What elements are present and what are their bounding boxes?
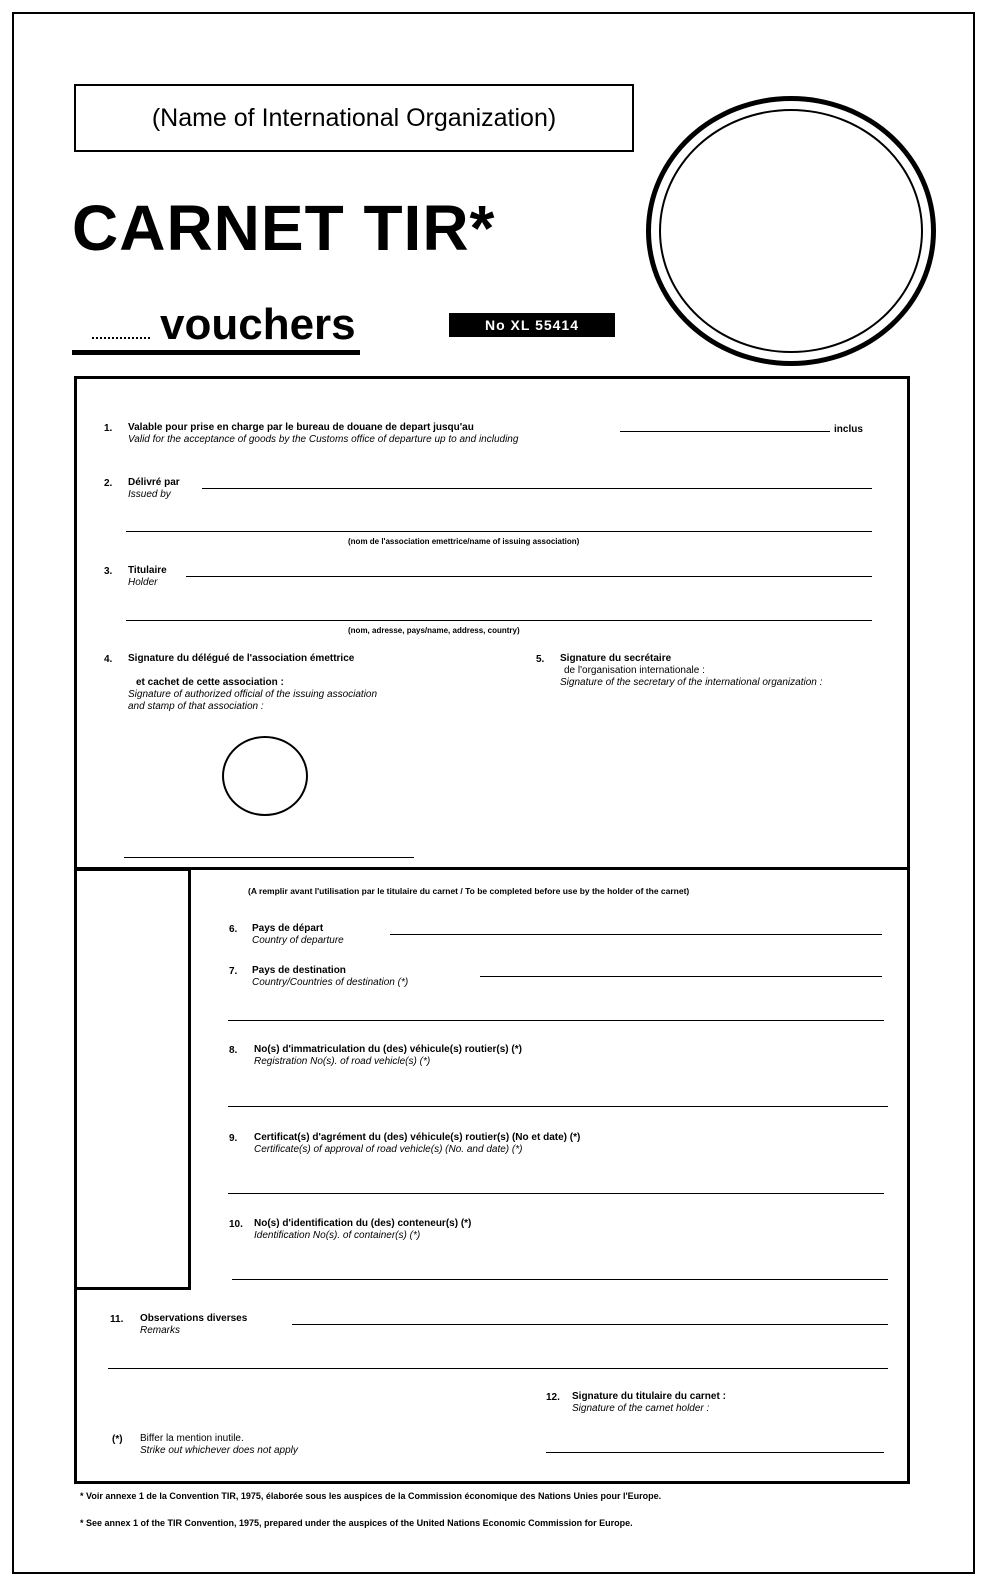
field-3-line[interactable]: [186, 576, 872, 577]
field-1-number: 1.: [104, 423, 113, 434]
field-10-number: 10.: [229, 1219, 243, 1230]
field-1-line[interactable]: [620, 431, 830, 432]
footnote-en: * See annex 1 of the TIR Convention, 1975, prepared under the auspices of the United Nations Economic Commission for Europe.: [80, 1518, 633, 1528]
field-4-label-en: Signature of authorized official of the issuing association and stamp of that association :: [128, 689, 378, 712]
field-7-line-2[interactable]: [228, 1020, 884, 1021]
field-5-label-en: Signature of the secretary of the international organization :: [560, 677, 823, 688]
field-2-number: 2.: [104, 478, 113, 489]
field-9-label-fr: Certificat(s) d'agrément du (des) véhicule(s) routier(s) (No et date) (*): [254, 1132, 581, 1143]
carnet-title: CARNET TIR*: [72, 192, 496, 264]
field-6-label-en: Country of departure: [252, 935, 344, 946]
field-2-label-fr: Délivré par: [128, 477, 180, 488]
field-7-line[interactable]: [480, 976, 882, 977]
vouchers-count-blank: [92, 337, 150, 339]
field-3-line-2[interactable]: [126, 620, 872, 621]
star-note-en: Strike out whichever does not apply: [140, 1445, 298, 1456]
field-9-line[interactable]: [228, 1193, 884, 1194]
field-4-signature-line[interactable]: [124, 857, 414, 858]
field-1-label-fr: Valable pour prise en charge par le bureau de douane de depart jusqu'au: [128, 422, 474, 433]
field-1-label-en: Valid for the acceptance of goods by the Customs office of departure up to and including: [128, 434, 519, 445]
field-8-label-fr: No(s) d'immatriculation du (des) véhicule(s) routier(s) (*): [254, 1044, 522, 1055]
field-9-label-en: Certificate(s) of approval of road vehicle(s) (No. and date) (*): [254, 1144, 523, 1155]
field-4-label-fr: Signature du délégué de l'association émettrice: [128, 653, 355, 664]
field-7-label-en: Country/Countries of destination (*): [252, 977, 409, 988]
field-8-number: 8.: [229, 1045, 238, 1056]
footnote-fr: * Voir annexe 1 de la Convention TIR, 1975, élaborée sous les auspices de la Commission économique des Nations Unies pour l'Europe.: [80, 1491, 662, 1501]
field-11-label-en: Remarks: [140, 1325, 181, 1336]
field-12-signature-line[interactable]: [546, 1452, 884, 1453]
field-3-label-fr: Titulaire: [128, 565, 167, 576]
field-10-label-en: Identification No(s). of container(s) (*): [254, 1230, 421, 1241]
field-10-label-fr: No(s) d'identification du (des) conteneur(s) (*): [254, 1218, 472, 1229]
field-2-line[interactable]: [202, 488, 872, 489]
star-note-fr: Biffer la mention inutile.: [140, 1433, 244, 1444]
holder-section: [74, 868, 910, 1484]
field-7-number: 7.: [229, 966, 238, 977]
field-2-line-2[interactable]: [126, 531, 872, 532]
field-5-number: 5.: [536, 654, 545, 665]
field-11-label-fr: Observations diverses: [140, 1313, 248, 1324]
organization-stamp-circle: [646, 96, 936, 366]
field-6-number: 6.: [229, 924, 238, 935]
field-10-line[interactable]: [232, 1279, 888, 1280]
field-7-label-fr: Pays de destination: [252, 965, 346, 976]
field-8-label-en: Registration No(s). of road vehicle(s) (*): [254, 1056, 431, 1067]
field-3-label-en: Holder: [128, 577, 158, 588]
field-5-label-fr: Signature du secrétaire: [560, 653, 672, 664]
field-2-caption: (nom de l'association emettrice/name of issuing association): [348, 537, 580, 546]
organization-name: (Name of International Organization): [151, 103, 557, 132]
field-4-number: 4.: [104, 654, 113, 665]
field-3-number: 3.: [104, 566, 113, 577]
field-12-label-en: Signature of the carnet holder :: [572, 1403, 710, 1414]
field-11-line-2[interactable]: [108, 1368, 888, 1369]
issuing-section: [74, 376, 910, 870]
field-3-caption: (nom, adresse, pays/name, address, country): [348, 626, 520, 635]
completion-notice: (A remplir avant l'utilisation par le titulaire du carnet / To be completed before use by the holder of the carnet): [248, 886, 690, 896]
title-underline: [72, 350, 360, 355]
field-12-label-fr: Signature du titulaire du carnet :: [572, 1391, 726, 1402]
field-6-label-fr: Pays de départ: [252, 923, 324, 934]
field-11-number: 11.: [110, 1314, 124, 1325]
field-6-line[interactable]: [390, 934, 882, 935]
field-5-label-fr-2: de l'organisation internationale :: [564, 665, 705, 676]
association-stamp-circle: [222, 736, 308, 816]
field-9-number: 9.: [229, 1133, 238, 1144]
field-11-line[interactable]: [292, 1324, 888, 1325]
carnet-number: No XL 55414: [449, 313, 615, 337]
star-note-number: (*): [112, 1434, 123, 1445]
field-2-label-en: Issued by: [128, 489, 171, 500]
field-4-label-fr-2: et cachet de cette association :: [136, 677, 284, 688]
field-8-line[interactable]: [228, 1106, 888, 1107]
vouchers-label: vouchers: [160, 300, 356, 349]
field-1-suffix: inclus: [834, 424, 863, 435]
voucher-stub-box: [74, 868, 191, 1290]
organization-name-box: [74, 84, 634, 152]
field-12-number: 12.: [546, 1392, 560, 1403]
